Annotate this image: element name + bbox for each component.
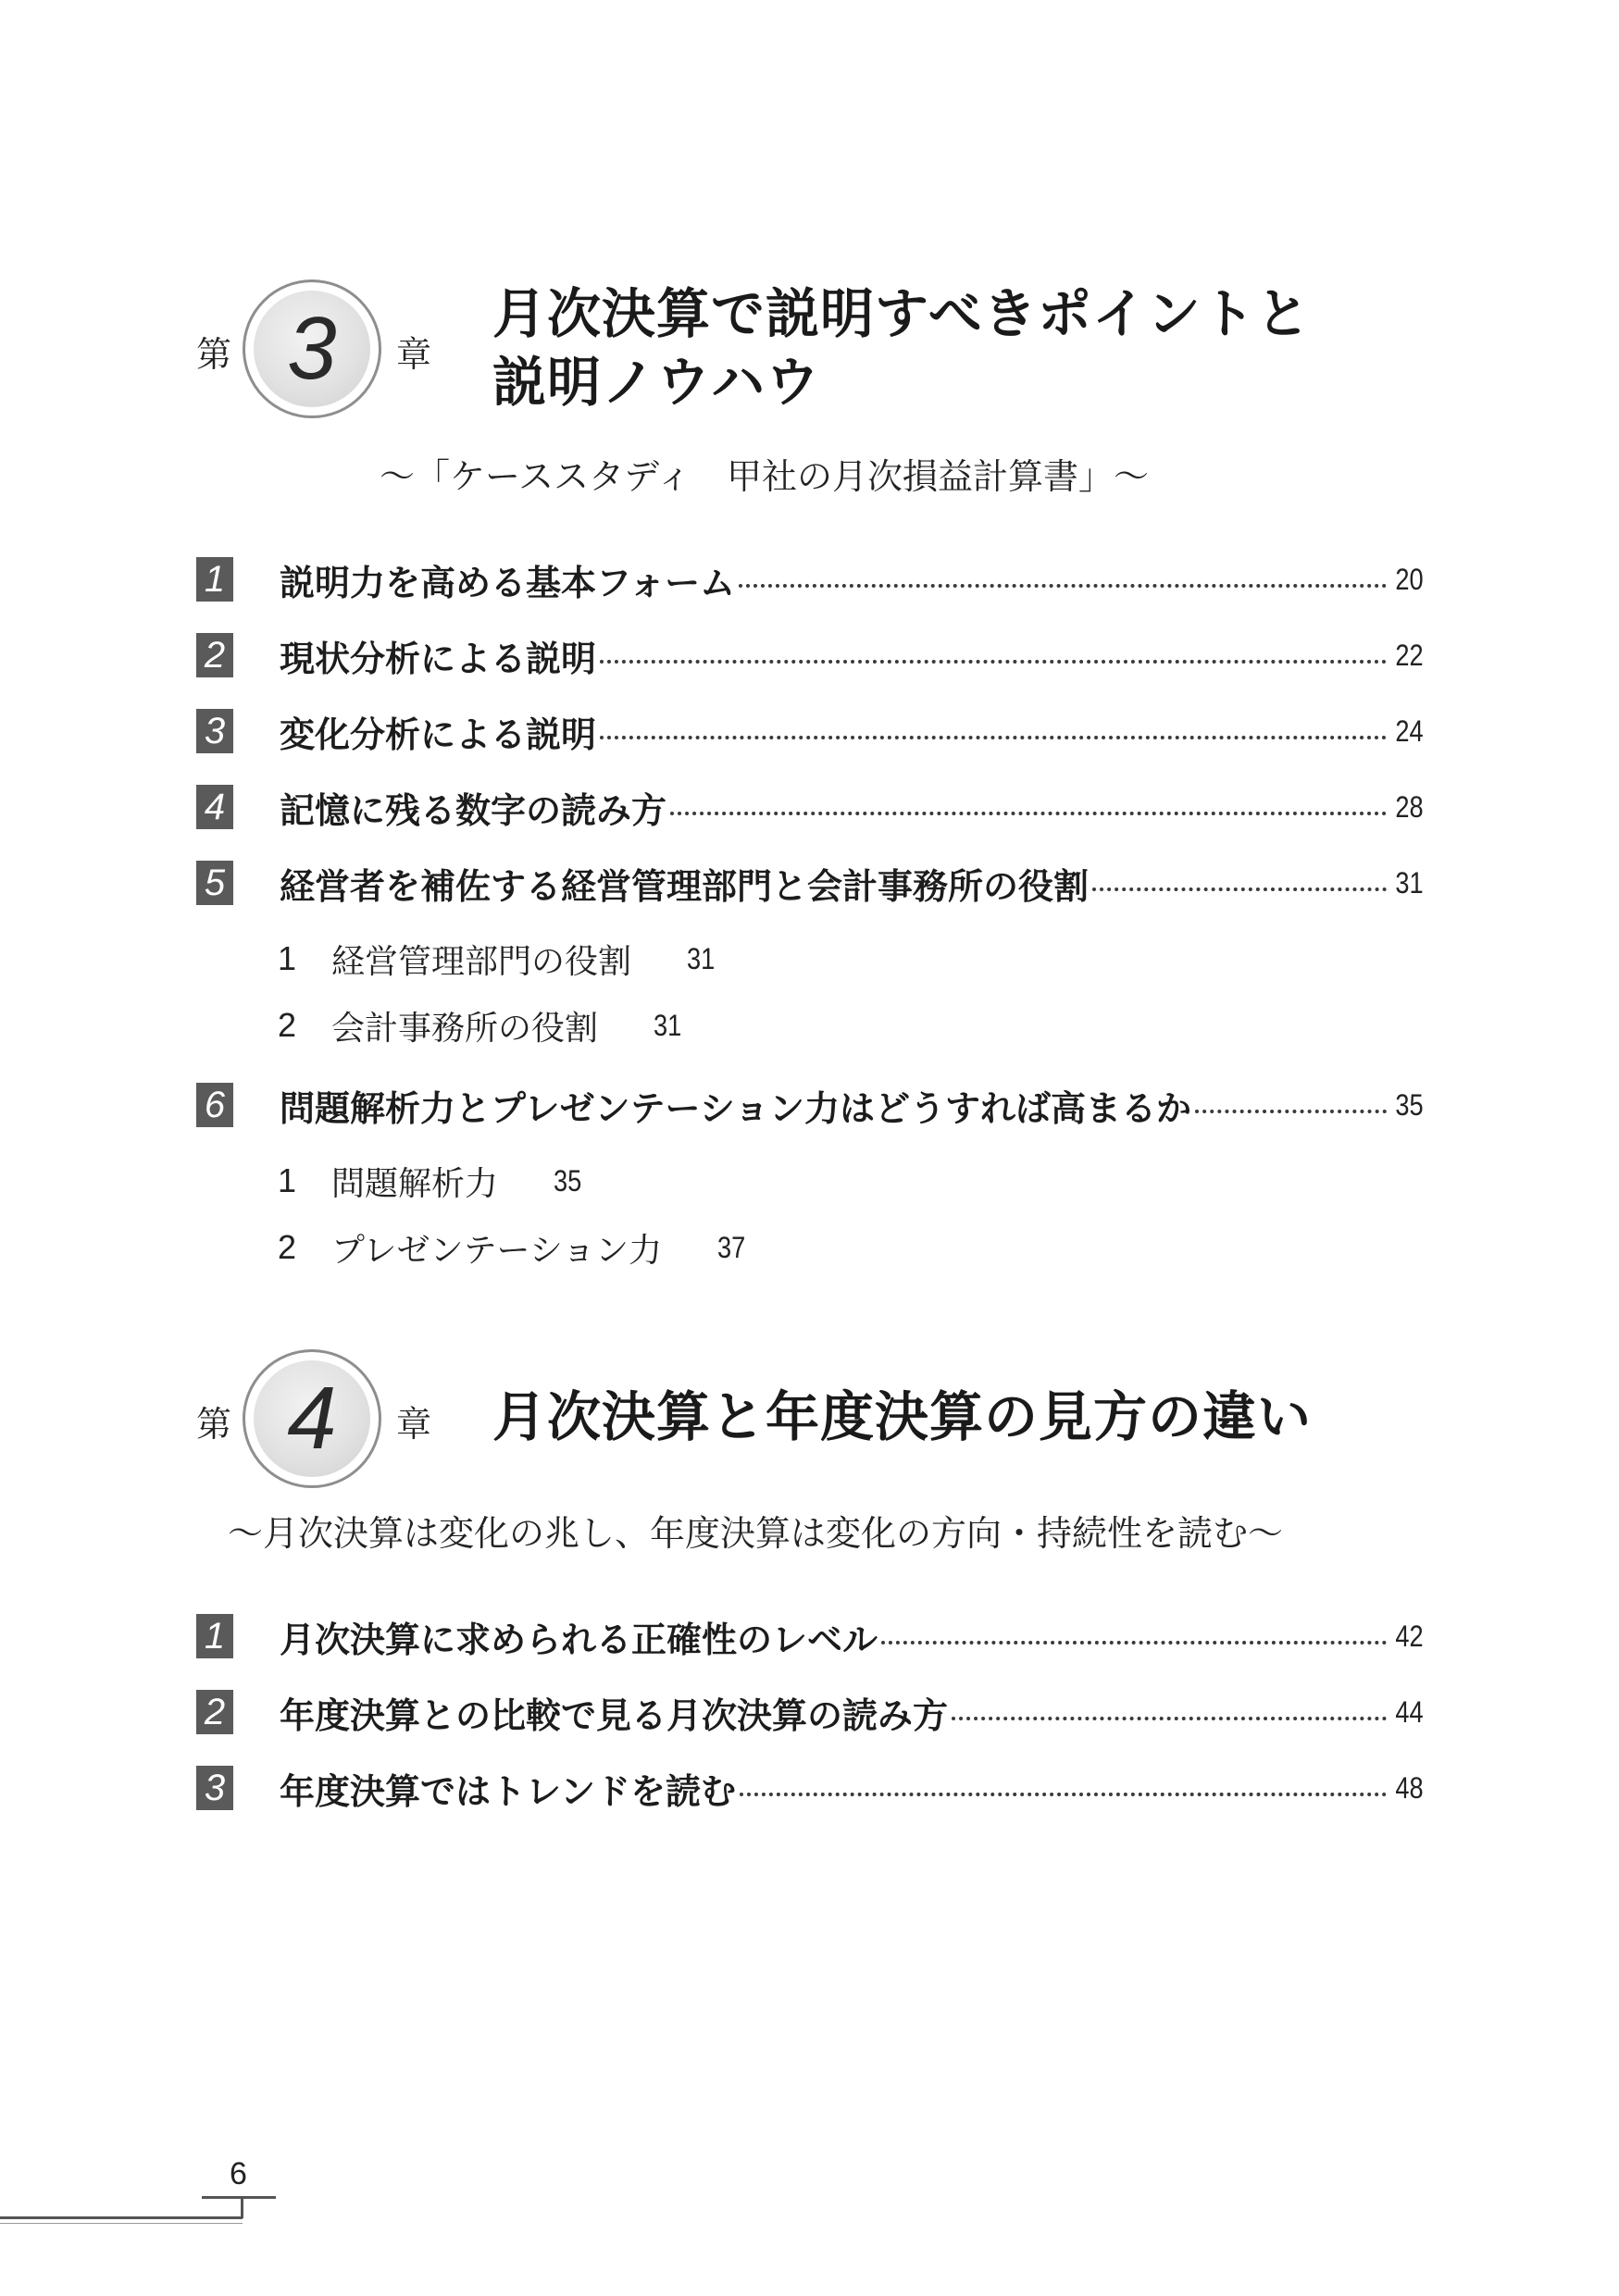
section-page: 22: [1395, 638, 1424, 672]
section-page: 28: [1395, 789, 1424, 824]
toc-sub-entry[interactable]: [278, 1159, 587, 1203]
toc-entry[interactable]: [196, 1612, 1424, 1660]
chapter-title-line-1: 月次決算で説明すべきポイントと: [492, 282, 1311, 345]
subsection-page: 35: [554, 1163, 582, 1198]
footer-rule-top: [202, 2196, 276, 2199]
dot-leader: [600, 660, 1387, 664]
section-number: 2: [196, 1690, 233, 1734]
section-number: 2: [196, 633, 233, 677]
section-title: 記憶に残る数字の読み方: [280, 789, 667, 831]
subsection-page: 31: [654, 1008, 682, 1042]
section-page: 42: [1395, 1619, 1424, 1653]
chapter-title-line-1: 月次決算と年度決算の見方の違い: [492, 1385, 1313, 1448]
section-number: 1: [196, 557, 233, 602]
dot-leader: [1195, 1110, 1387, 1113]
subsection-number: 1: [278, 1161, 297, 1199]
toc-entry[interactable]: [196, 1081, 1424, 1129]
chapter-subtitle: ～月次決算は変化の兆し、年度決算は変化の方向・持続性を読む～: [228, 1513, 1284, 1554]
chapter-number: 3: [287, 299, 337, 398]
subsection-number: 2: [278, 1006, 297, 1044]
section-title: 経営者を補佐する経営管理部門と会計事務所の役割: [280, 865, 1090, 907]
subsection-page: 31: [687, 941, 716, 975]
toc-sub-entry[interactable]: [278, 1003, 687, 1048]
dot-leader: [739, 584, 1387, 588]
chapter-subtitle: ～「ケーススタディ 甲社の月次損益計算書」～: [380, 456, 1150, 497]
section-number: 5: [196, 861, 233, 905]
toc-sub-entry[interactable]: [278, 937, 720, 981]
chapter-number-badge: [243, 1349, 381, 1488]
footer-rule: [0, 2216, 243, 2219]
toc-entry[interactable]: [196, 1764, 1424, 1812]
chapter-number: 4: [287, 1369, 337, 1468]
section-page: 24: [1395, 714, 1424, 748]
footer-rule-vertical: [241, 2196, 243, 2218]
section-page: 20: [1395, 562, 1424, 596]
footer-rule-thin: [0, 2223, 243, 2224]
chapter-suffix: 章: [396, 334, 432, 375]
toc-entry[interactable]: [196, 1688, 1424, 1736]
toc-entry[interactable]: [196, 555, 1424, 603]
section-title: 月次決算に求められる正確性のレベル: [280, 1619, 878, 1660]
chapter-prefix: 第: [196, 334, 232, 375]
subsection-title: 問題解析力: [331, 1164, 499, 1203]
subsection-title: プレゼンテーション力: [331, 1231, 663, 1270]
section-number: 3: [196, 709, 233, 753]
subsection-title: 会計事務所の役割: [331, 1009, 599, 1048]
subsection-title: 経営管理部門の役割: [331, 942, 632, 981]
chapter-title-line-2: 説明ノウハウ: [492, 351, 821, 414]
dot-leader: [670, 812, 1387, 815]
subsection-number: 1: [278, 939, 297, 977]
chapter-prefix: 第: [196, 1404, 232, 1445]
section-page: 35: [1395, 1087, 1424, 1122]
section-number: 1: [196, 1614, 233, 1658]
dot-leader: [1092, 887, 1387, 891]
toc-entry[interactable]: [196, 631, 1424, 679]
dot-leader: [740, 1793, 1387, 1796]
toc-entry[interactable]: [196, 707, 1424, 755]
subsection-number: 2: [278, 1228, 297, 1266]
section-title: 説明力を高める基本フォーム: [280, 562, 736, 603]
section-title: 年度決算との比較で見る月次決算の読み方: [280, 1694, 949, 1736]
subsection-page: 37: [717, 1230, 746, 1264]
section-page: 44: [1395, 1694, 1424, 1729]
section-title: 変化分析による説明: [280, 714, 597, 755]
section-title: 問題解析力とプレゼンテーション力はどうすれば高まるか: [280, 1087, 1191, 1129]
section-title: 現状分析による説明: [280, 638, 597, 679]
section-number: 6: [196, 1083, 233, 1127]
toc-entry[interactable]: [196, 783, 1424, 831]
dot-leader: [952, 1717, 1387, 1720]
section-number: 4: [196, 785, 233, 829]
dot-leader: [881, 1641, 1387, 1644]
section-page: 48: [1395, 1770, 1424, 1805]
chapter-suffix: 章: [396, 1404, 432, 1445]
section-page: 31: [1395, 865, 1424, 900]
page-number: 6: [230, 2156, 247, 2191]
chapter-title: [492, 279, 1311, 416]
dot-leader: [600, 736, 1387, 739]
chapter-title: [492, 1383, 1312, 1451]
chapter-number-badge: [243, 279, 381, 418]
section-number: 3: [196, 1766, 233, 1810]
toc-entry[interactable]: [196, 859, 1424, 907]
section-title: 年度決算ではトレンドを読む: [280, 1770, 737, 1812]
toc-sub-entry[interactable]: [278, 1225, 751, 1270]
